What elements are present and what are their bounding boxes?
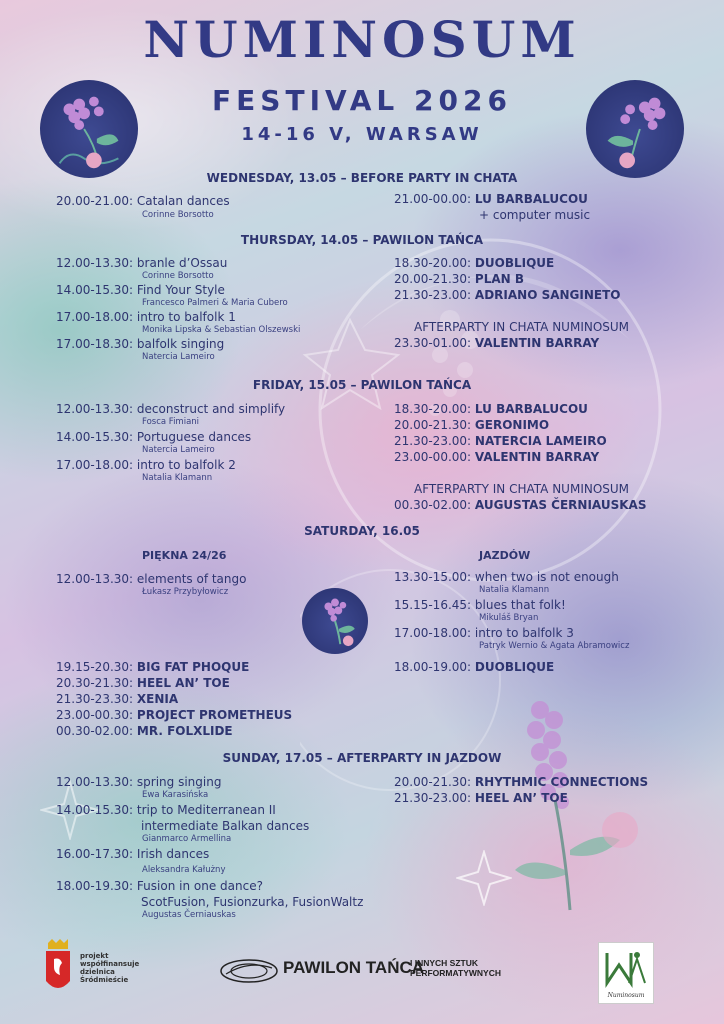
schedule-row: 12.00-13.30: elements of tango: [56, 572, 247, 586]
schedule-row: 21.30-23.00: HEEL AN’ TOE: [394, 791, 568, 805]
schedule-row: 12.00-13.30: spring singing: [56, 775, 222, 789]
day-heading-friday: FRIDAY, 15.05 – PAWILON TAŃCA: [252, 378, 472, 392]
teacher-name: Francesco Palmeri & Maria Cubero: [142, 298, 288, 308]
venue-label-right: JAZDÓW: [479, 549, 531, 562]
schedule-row: 18.30-20.00: DUOBLIQUE: [394, 256, 555, 270]
schedule-row: 17.00-18.00: intro to balfolk 2: [56, 458, 236, 472]
schedule-row: 18.30-20.00: LU BARBALUCOU: [394, 402, 588, 416]
schedule-row: 20.00-21.30: GERONIMO: [394, 418, 550, 432]
schedule-row: 20.30-21.30: HEEL AN’ TOE: [56, 676, 230, 690]
schedule-row: 18.00-19.30: Fusion in one dance?: [56, 879, 263, 893]
teacher-name: Ewa Karasińska: [142, 790, 209, 800]
schedule-row: 13.30-15.00: when two is not enough: [394, 570, 619, 584]
schedule-row: 20.00-21.30: RHYTHMIC CONNECTIONS: [394, 775, 649, 789]
schedule-row: 00.30-02.00: MR. FOLXLIDE: [56, 724, 233, 738]
schedule-row: 14.00-15.30: trip to Mediterranean II: [56, 803, 276, 817]
schedule-row: 20.00-21.00: Catalan dances: [56, 194, 230, 208]
schedule-row: 21.00-00.00: LU BARBALUCOU: [394, 192, 588, 206]
pawilon-logo-icon: [218, 956, 280, 986]
venue-label-left: PIĘKNA 24/26: [142, 549, 227, 562]
schedule-row: 17.00-18.00: intro to balfolk 1: [56, 310, 236, 324]
schedule-row-continued: intermediate Balkan dances: [141, 819, 310, 833]
schedule-row: 17.00-18.30: balfolk singing: [56, 337, 225, 351]
schedule-row: 20.00-21.30: PLAN B: [394, 272, 525, 286]
pawilon-subtitle: I INNYCH SZTUK PERFORMATYWNYCH: [410, 958, 501, 978]
schedule-row: 14.00-15.30: Portuguese dances: [56, 430, 252, 444]
lilac-medallion-center-icon: [302, 588, 368, 654]
warsaw-coat-of-arms-icon: [42, 937, 74, 1001]
schedule-row: 17.00-18.00: intro to balfolk 3: [394, 626, 574, 640]
schedule-row: 23.30-01.00: VALENTIN BARRAY: [394, 336, 600, 350]
cofinance-text: projekt współfinansuje dzielnica Śródmieście: [80, 952, 140, 984]
teacher-name: Fosca Fimiani: [142, 417, 200, 427]
pawilon-name: PAWILON TAŃCA: [283, 958, 425, 977]
teacher-name: Natalia Klamann: [479, 585, 550, 595]
teacher-name: Corinne Borsotto: [142, 210, 214, 220]
schedule-row: 21.30-23.00: NATERCIA LAMEIRO: [394, 434, 607, 448]
teacher-name: Patryk Wernio & Agata Abramowicz: [479, 641, 630, 651]
afterparty-label: AFTERPARTY IN CHATA NUMINOSUM: [414, 320, 630, 334]
teacher-name: Corinne Borsotto: [142, 271, 214, 281]
schedule-row: 21.30-23.30: XENIA: [56, 692, 179, 706]
numinosum-logo-icon: [599, 943, 653, 993]
festival-title: NUMINOSUM: [143, 10, 581, 69]
teacher-name: Augustas Černiauskas: [142, 910, 236, 920]
schedule-row-continued: ScotFusion, Fusionzurka, FusionWaltz: [141, 895, 364, 909]
day-heading-sunday: SUNDAY, 17.05 – AFTERPARTY IN JAZDOW: [222, 751, 502, 765]
teacher-name: Natalia Klamann: [142, 473, 213, 483]
teacher-name: Natercia Lameiro: [142, 445, 215, 455]
afterparty-label: AFTERPARTY IN CHATA NUMINOSUM: [414, 482, 630, 496]
day-heading-thursday: THURSDAY, 14.05 – PAWILON TAŃCA: [240, 233, 484, 247]
schedule-row: 19.15-20.30: BIG FAT PHOQUE: [56, 660, 250, 674]
numinosum-logo-label: Numinosum: [607, 992, 645, 999]
schedule-row: 18.00-19.00: DUOBLIQUE: [394, 660, 555, 674]
schedule-row: 23.00-00.30: PROJECT PROMETHEUS: [56, 708, 293, 722]
day-heading-wednesday: WEDNESDAY, 13.05 – BEFORE PARTY IN CHATA: [206, 171, 518, 185]
star-outline-icon: [456, 850, 512, 906]
teacher-name: Aleksandra Kałużny: [142, 865, 226, 875]
schedule-row: 12.00-13.30: deconstruct and simplify: [56, 402, 286, 416]
schedule-row: 16.00-17.30: Irish dances: [56, 847, 210, 861]
teacher-name: Monika Lipska & Sebastian Olszewski: [142, 325, 301, 335]
schedule-row: 15.15-16.45: blues that folk!: [394, 598, 566, 612]
teacher-name: Natercia Lameiro: [142, 352, 215, 362]
festival-dates: 14-16 V, WARSAW: [241, 124, 483, 145]
schedule-row: 23.00-00.00: VALENTIN BARRAY: [394, 450, 600, 464]
schedule-row: 00.30-02.00: AUGUSTAS ČERNIAUSKAS: [394, 498, 647, 512]
teacher-name: Łukasz Przybyłowicz: [142, 587, 229, 597]
teacher-name: Gianmarco Armellina: [142, 834, 232, 844]
schedule-row: 14.00-15.30: Find Your Style: [56, 283, 225, 297]
schedule-extra: + computer music: [479, 208, 591, 222]
teacher-name: Mikuláš Bryan: [479, 613, 539, 623]
schedule-row: 12.00-13.30: branle d’Ossau: [56, 256, 228, 270]
schedule-row: 21.30-23.00: ADRIANO SANGINETO: [394, 288, 621, 302]
festival-subtitle: FESTIVAL 2026: [212, 84, 512, 117]
day-heading-saturday: SATURDAY, 16.05: [304, 524, 420, 538]
